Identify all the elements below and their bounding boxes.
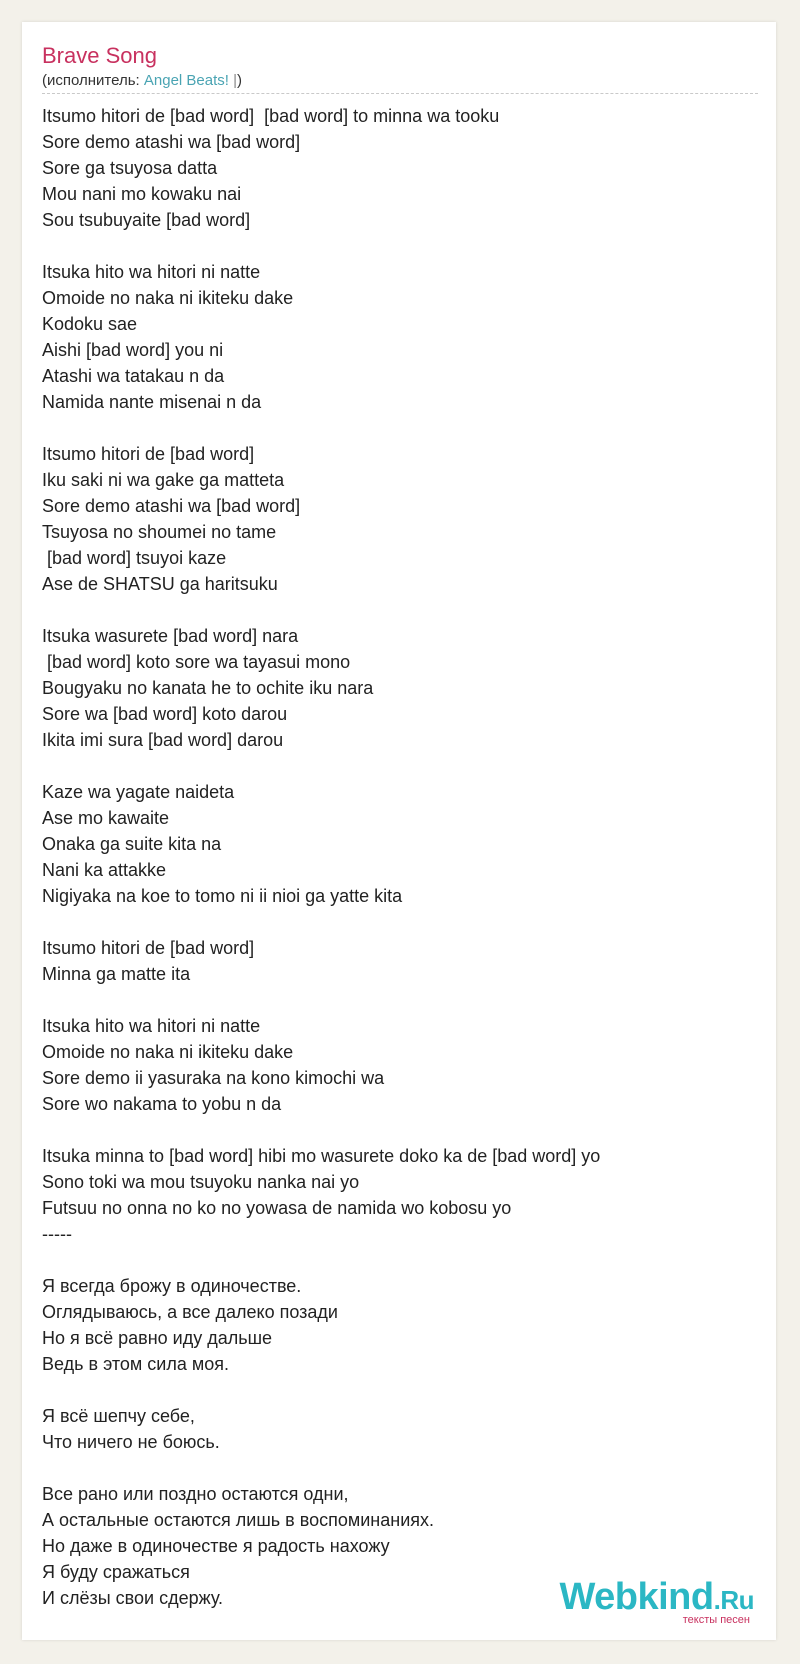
lyric-line: [bad word] tsuyoi kaze — [42, 548, 227, 568]
lyric-line: Itsuka minna to [bad word] hibi mo wasurete doko ka de [bad word] yo — [42, 1146, 601, 1166]
logo-tagline: тексты песен — [682, 1614, 750, 1626]
lyric-line: Omoide no naka ni ikiteku dake — [42, 1042, 294, 1062]
lyrics-stanza — [42, 441, 762, 597]
logo-brand: Webkind — [559, 1576, 714, 1618]
lyric-line: Sore demo atashi wa [bad word] — [42, 132, 301, 152]
lyrics-stanza — [42, 1403, 762, 1455]
lyric-line: Sou tsubuyaite [bad word] — [42, 210, 251, 230]
lyric-line: Omoide no naka ni ikiteku dake — [42, 288, 294, 308]
lyric-line: Itsuka hito wa hitori ni natte — [42, 1016, 261, 1036]
lyric-line: Но я всё равно иду дальше — [42, 1328, 273, 1348]
lyrics-stanza — [42, 103, 762, 233]
lyric-line: Iku saki ni wa gake ga matteta — [42, 470, 285, 490]
lyric-line: Itsumo hitori de [bad word] — [42, 444, 255, 464]
lyrics-body — [42, 103, 762, 1637]
lyric-line: Sore ga tsuyosa datta — [42, 158, 218, 178]
artist-link[interactable]: Angel Beats! — [143, 72, 229, 89]
lyric-line: И слёзы свои сдержу. — [42, 1588, 224, 1608]
lyric-line: Kaze wa yagate naideta — [42, 782, 235, 802]
lyric-line: Sore demo atashi wa [bad word] — [42, 496, 301, 516]
lyric-line: Namida nante misenai n da — [42, 392, 262, 412]
lyric-line: Kodoku sae — [42, 314, 138, 334]
artist-prefix: (исполнитель: — [42, 72, 144, 89]
song-title: Brave Song — [42, 43, 157, 68]
lyrics-stanza — [42, 779, 762, 909]
lyrics-stanza — [42, 1143, 762, 1247]
lyric-line: Ведь в этом сила моя. — [42, 1354, 229, 1374]
lyric-line: Ase mo kawaite — [42, 808, 170, 828]
lyric-line: Sore wa [bad word] koto darou — [42, 704, 288, 724]
lyric-line: Atashi wa tatakau n da — [42, 366, 225, 386]
lyric-line: Я всегда брожу в одиночестве. — [42, 1276, 302, 1296]
lyric-line: Я всё шепчу себе, — [42, 1406, 195, 1426]
lyric-line: Aishi [bad word] you ni — [42, 340, 224, 360]
lyric-line: Ase de SHATSU ga haritsuku — [42, 574, 278, 594]
lyric-line: Minna ga matte ita — [42, 964, 191, 984]
lyric-line: Onaka ga suite kita na — [42, 834, 222, 854]
lyric-line: Nigiyaka na koe to tomo ni ii nioi ga yatte kita — [42, 886, 403, 906]
lyric-line: Оглядываюсь, а все далеко позади — [42, 1302, 338, 1322]
logo-tld: .Ru — [713, 1585, 754, 1615]
artist-suffix: ) — [237, 72, 243, 89]
lyric-line: Sore wo nakama to yobu n da — [42, 1094, 282, 1114]
lyric-line: Я буду сражаться — [42, 1562, 190, 1582]
header-divider — [42, 93, 758, 94]
lyric-line: Но даже в одиночестве я радость нахожу — [42, 1536, 390, 1556]
lyric-line: Itsuka hito wa hitori ni natte — [42, 262, 261, 282]
webkind-logo[interactable] — [559, 1577, 754, 1626]
lyric-line: [bad word] koto sore wa tayasui mono — [42, 652, 351, 672]
lyrics-stanza — [42, 935, 762, 987]
lyric-line: ----- — [42, 1224, 72, 1244]
artist-separator: | — [228, 72, 238, 89]
lyric-line: Nani ka attakke — [42, 860, 167, 880]
lyrics-stanza — [42, 1273, 762, 1377]
artist-line — [42, 72, 242, 90]
lyric-line: Ikita imi sura [bad word] darou — [42, 730, 284, 750]
lyrics-stanza — [42, 623, 762, 753]
lyric-line: Bougyaku no kanata he to ochite iku nara — [42, 678, 374, 698]
lyrics-stanza — [42, 259, 762, 415]
lyric-line: Tsuyosa no shoumei no tame — [42, 522, 277, 542]
lyric-line: Sore demo ii yasuraka na kono kimochi wa — [42, 1068, 385, 1088]
lyrics-card — [22, 22, 776, 1640]
lyric-line: Mou nani mo kowaku nai — [42, 184, 242, 204]
lyric-line: Что ничего не боюсь. — [42, 1432, 220, 1452]
lyric-line: Itsumo hitori de [bad word] [bad word] to minna wa tooku — [42, 106, 500, 126]
lyric-line: Все рано или поздно остаются одни, — [42, 1484, 349, 1504]
lyric-line: Itsuka wasurete [bad word] nara — [42, 626, 299, 646]
lyric-line: Futsuu no onna no ko no yowasa de namida wo kobosu yo — [42, 1198, 512, 1218]
lyric-line: Itsumo hitori de [bad word] — [42, 938, 255, 958]
lyric-line: А остальные остаются лишь в воспоминаниях. — [42, 1510, 434, 1530]
lyrics-stanza — [42, 1013, 762, 1117]
lyric-line: Sono toki wa mou tsuyoku nanka nai yo — [42, 1172, 360, 1192]
